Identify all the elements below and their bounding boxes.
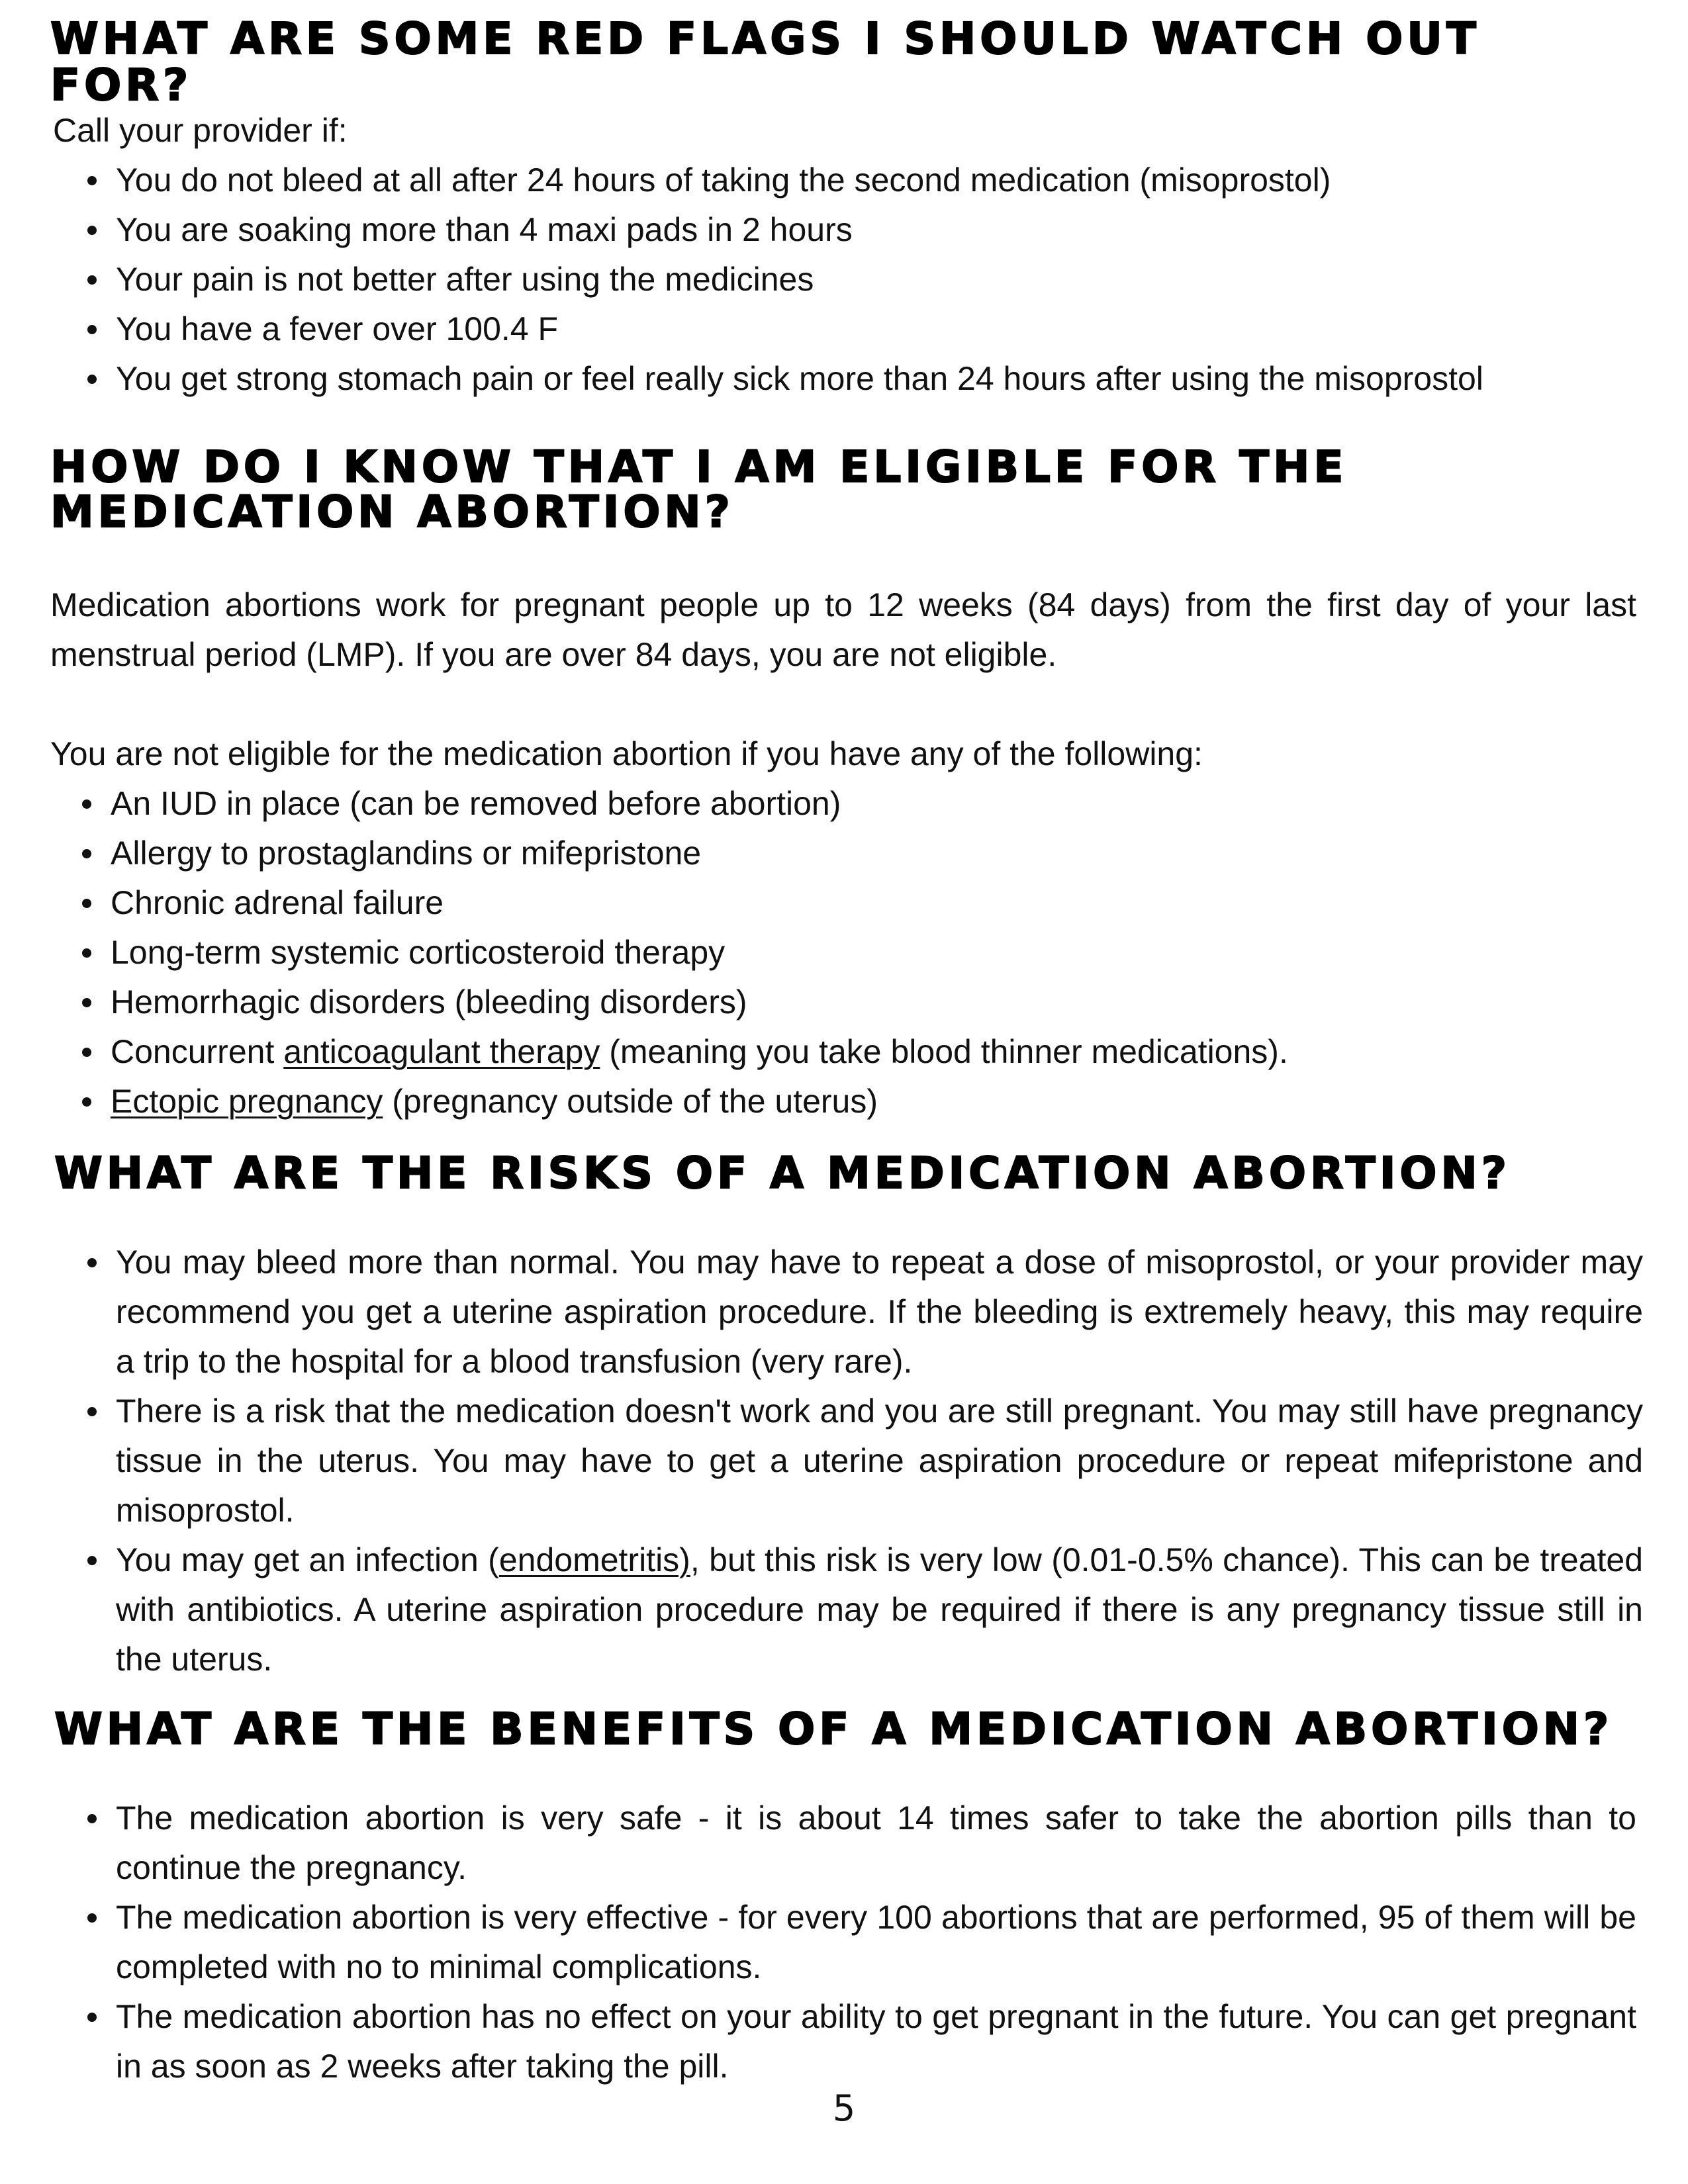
list-item: You are soaking more than 4 maxi pads in 2 hours xyxy=(116,205,1642,255)
list-item: The medication abortion is very safe - it is about 14 times safer to take the abortion pills than to continue the pregnancy. xyxy=(116,1794,1636,1893)
risks-heading: WHAT ARE THE RISKS OF A MEDICATION ABORTION? xyxy=(54,1148,1511,1199)
list-item: There is a risk that the medication doesn't work and you are still pregnant. You may still have pregnancy tissue in the uterus. You may have to get a uterine aspiration procedure or repeat mifepristone and misoprostol. xyxy=(116,1387,1643,1535)
benefits-section xyxy=(54,1706,1643,1752)
list-item: Allergy to prostaglandins or mifepristone xyxy=(111,829,1636,878)
list-item: You may bleed more than normal. You may have to repeat a dose of misoprostol, or your provider may recommend you get a uterine aspiration procedure. If the bleeding is extremely heavy, this may require a trip to the hospital for a blood transfusion (very rare). xyxy=(116,1238,1643,1387)
ectopic-pregnancy-link[interactable]: Ectopic pregnancy xyxy=(111,1083,383,1120)
not-eligible-list xyxy=(50,779,1636,1126)
endometritis-link[interactable]: endometritis) xyxy=(498,1541,690,1578)
list-item xyxy=(116,1535,1643,1684)
red-flags-intro: Call your provider if: xyxy=(53,112,348,149)
eligibility-heading: HOW DO I KNOW THAT I AM ELIGIBLE FOR THE MEDICATION ABORTION? xyxy=(50,441,1348,537)
list-item-text: You may get an infection ( xyxy=(116,1541,499,1578)
list-item: You get strong stomach pain or feel really sick more than 24 hours after using the misoprostol xyxy=(116,354,1642,404)
eligibility-body xyxy=(50,580,1636,1126)
risks-body xyxy=(54,1238,1643,1684)
benefits-list xyxy=(54,1794,1636,2091)
risks-section xyxy=(54,1150,1643,1197)
red-flags-heading: WHAT ARE SOME RED FLAGS I SHOULD WATCH OUT FOR? xyxy=(50,13,1480,111)
list-item: Your pain is not better after using the medicines xyxy=(116,255,1642,304)
list-item: The medication abortion has no effect on your ability to get pregnant in the future. You can get pregnant in as soon as 2 weeks after taking the pill. xyxy=(116,1992,1636,2091)
list-item: An IUD in place (can be removed before abortion) xyxy=(111,779,1636,829)
list-item-text: (pregnancy outside of the uterus) xyxy=(383,1083,878,1120)
list-item: Hemorrhagic disorders (bleeding disorders) xyxy=(111,978,1636,1027)
benefits-heading: WHAT ARE THE BENEFITS OF A MEDICATION ABORTION? xyxy=(54,1704,1613,1754)
benefits-body xyxy=(54,1794,1636,2091)
list-item xyxy=(111,1077,1636,1126)
red-flags-section xyxy=(50,13,1639,111)
list-item-text: (meaning you take blood thinner medications). xyxy=(600,1033,1288,1070)
list-item: Long-term systemic corticosteroid therapy xyxy=(111,928,1636,978)
eligibility-paragraph: Medication abortions work for pregnant people up to 12 weeks (84 days) from the first day of your last menstrual period (LMP). If you are over 84 days, you are not eligible. xyxy=(50,586,1636,673)
red-flags-body xyxy=(53,106,1642,404)
list-item-text: , but this risk is very low (0.01-0.5% chance). This can be treated with antibiotics. A uterine aspiration procedure may be required if there is any pregnancy tissue still in the uterus. xyxy=(116,1541,1643,1678)
page-number: 5 xyxy=(832,2087,856,2129)
list-item: Chronic adrenal failure xyxy=(111,878,1636,928)
list-item xyxy=(111,1027,1636,1077)
red-flags-list xyxy=(53,156,1642,404)
list-item: You have a fever over 100.4 F xyxy=(116,304,1642,354)
not-eligible-intro: You are not eligible for the medication abortion if you have any of the following: xyxy=(50,735,1203,772)
list-item-text: Concurrent xyxy=(111,1033,284,1070)
eligibility-section xyxy=(50,441,1626,537)
list-item: The medication abortion is very effective - for every 100 abortions that are performed, 95 of them will be completed with no to minimal complications. xyxy=(116,1893,1636,1992)
risks-list xyxy=(54,1238,1643,1684)
anticoagulant-therapy-link[interactable]: anticoagulant therapy xyxy=(283,1033,600,1070)
list-item: You do not bleed at all after 24 hours of taking the second medication (misoprostol) xyxy=(116,156,1642,205)
